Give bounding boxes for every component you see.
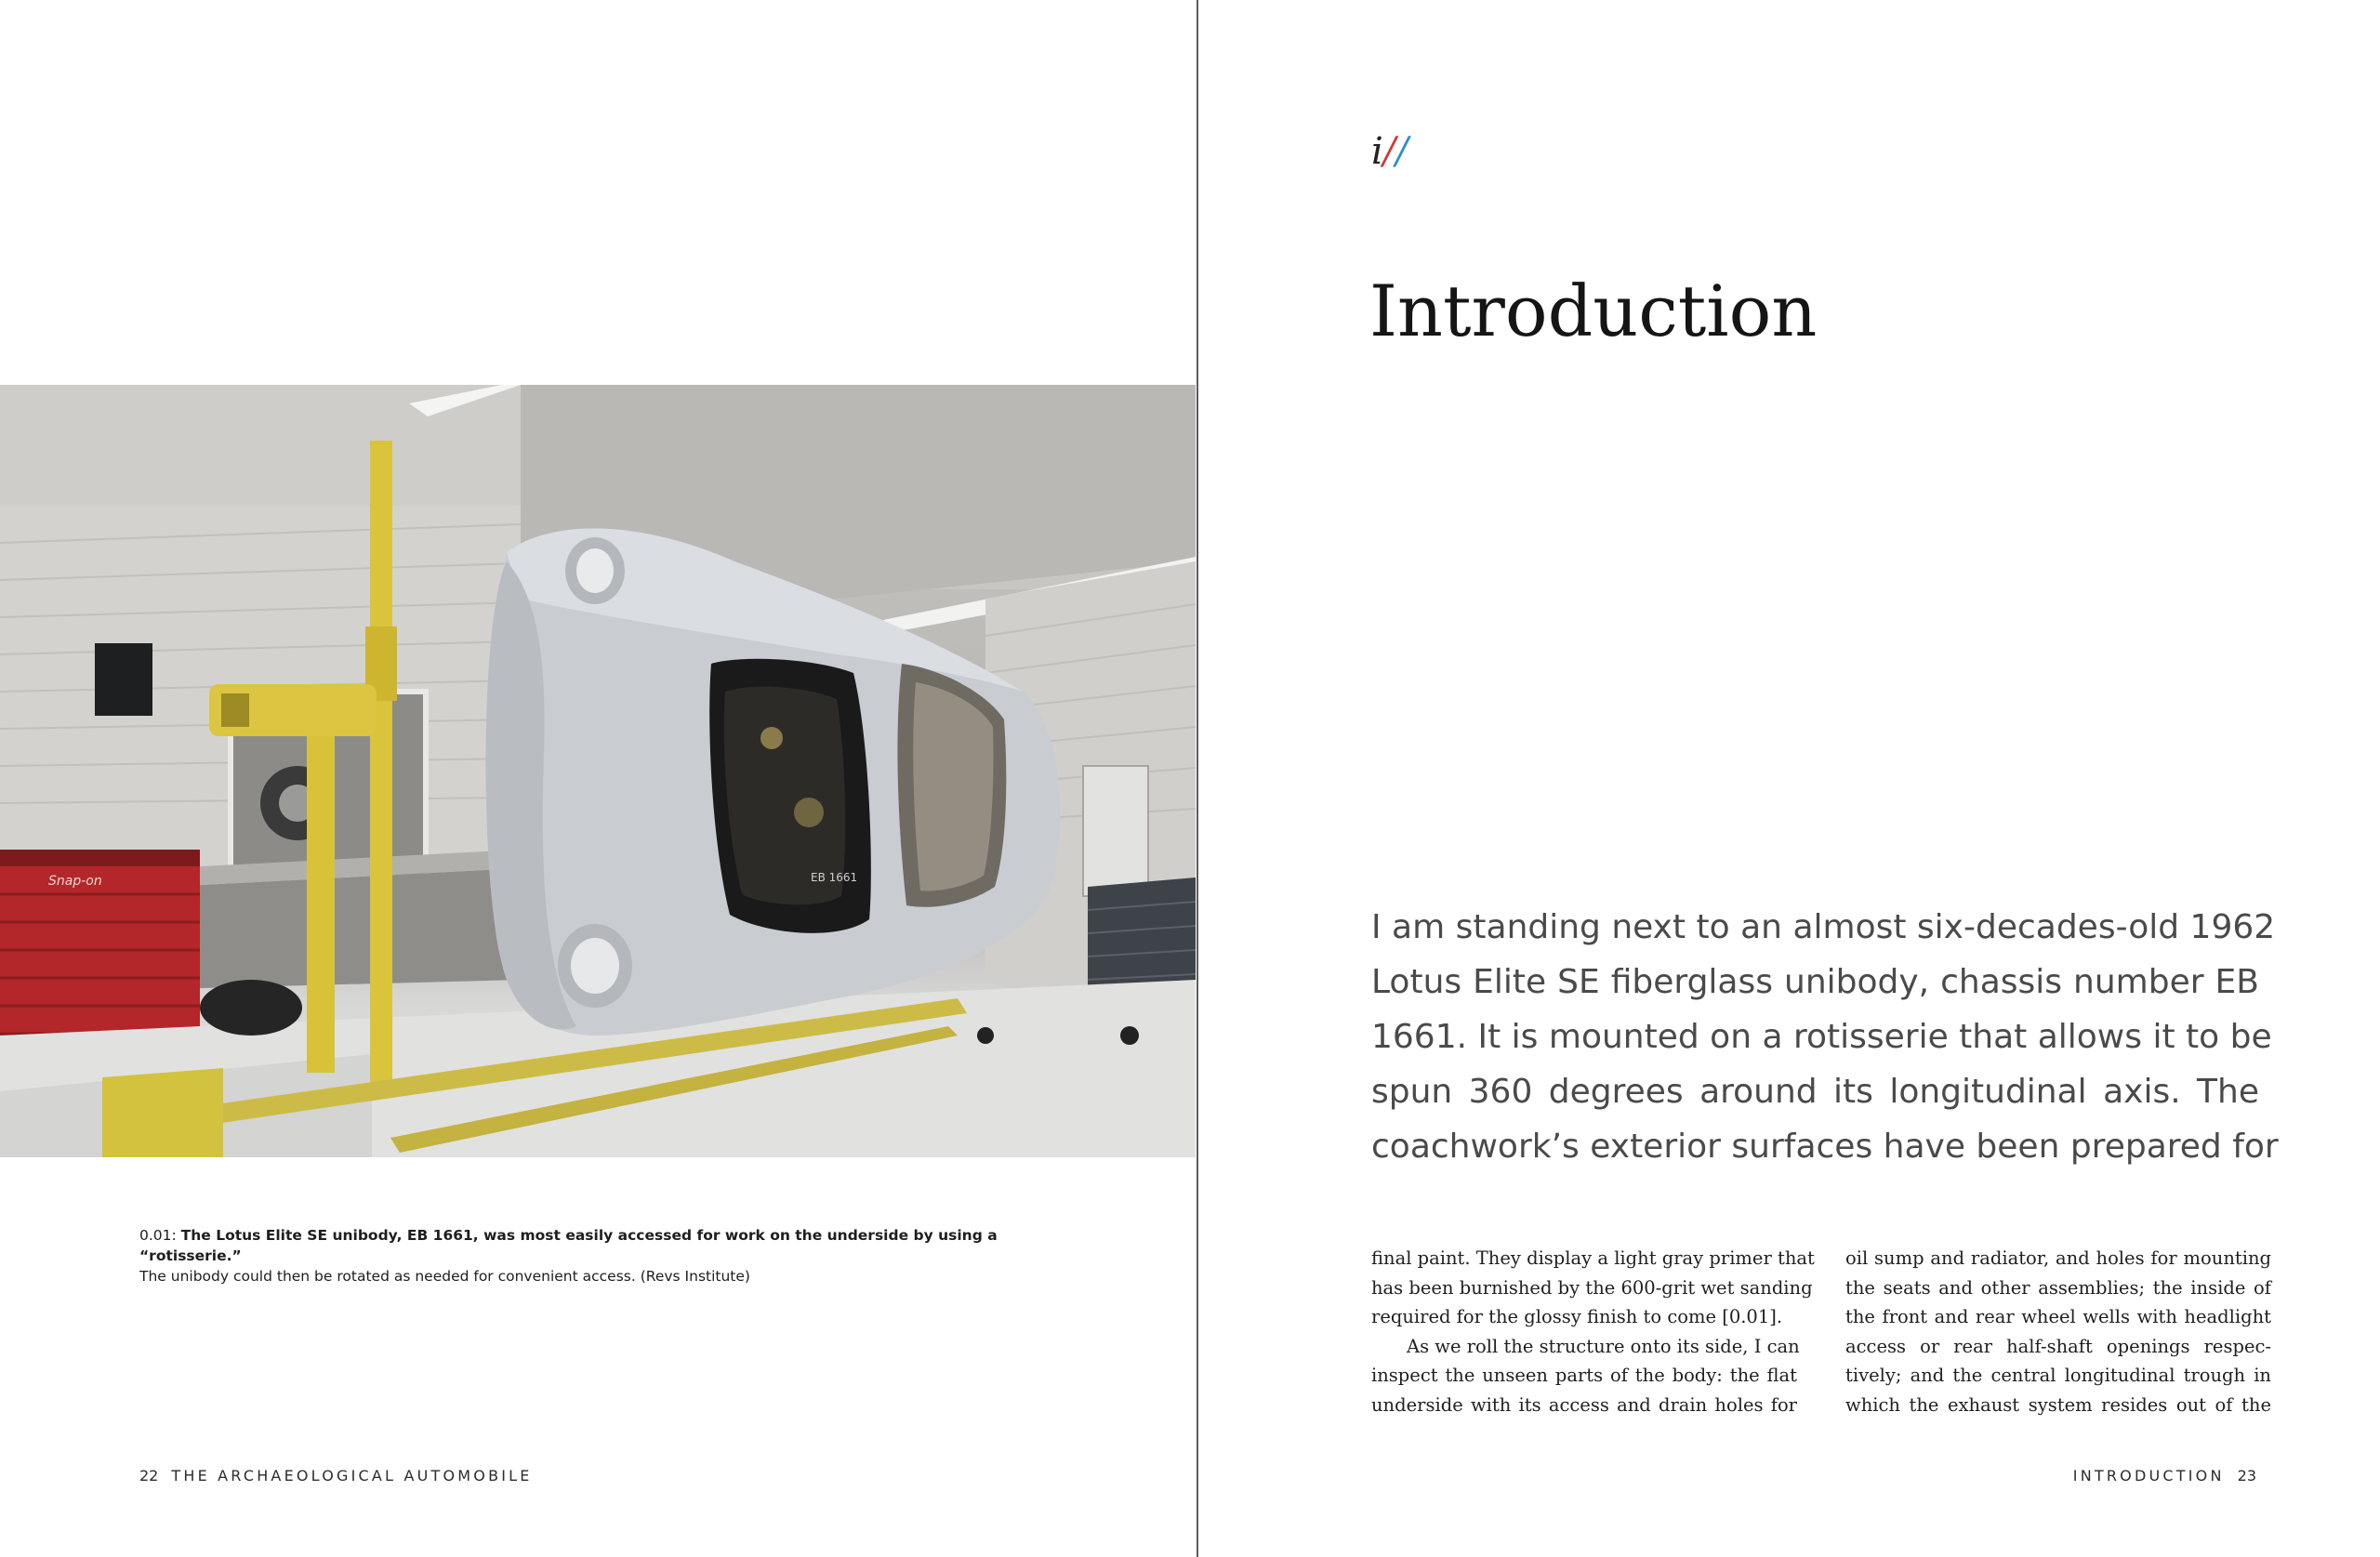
left-page-number: 22 [139, 1467, 159, 1484]
caption-bold-text: The Lotus Elite SE unibody, EB 1661, was most easily accessed for work on the underside by using a “rotisserie.” [139, 1227, 998, 1264]
body-line: tively; and the central longitudinal trough in [1845, 1365, 2271, 1386]
right-folio [2073, 1467, 2256, 1484]
lead-paragraph-line: coachwork’s exterior surfaces have been prepared for [1371, 1128, 2279, 1166]
body-line: required for the glossy finish to come [0.01]. [1371, 1306, 1783, 1327]
body-line: has been burnished by the 600-grit wet sanding [1371, 1276, 1813, 1299]
lead-paragraph-line: spun 360 degrees around its longitudinal axis. The [1371, 1073, 2259, 1111]
body-line: underside with its access and drain holes for [1371, 1393, 1797, 1416]
right-running-head: INTRODUCTION [2072, 1467, 2225, 1484]
svg-text:EB 1661: EB 1661 [811, 871, 858, 884]
left-running-head: THE ARCHAEOLOGICAL AUTOMOBILE [171, 1467, 533, 1484]
body-line: final paint. They display a light gray primer that [1371, 1247, 1815, 1269]
workshop-photo-illustration [0, 385, 1196, 1157]
body-line: access or rear half-shaft openings respec- [1845, 1335, 2271, 1357]
chapter-mark-slash-blue: / [1395, 130, 1408, 173]
body-line: As we roll the structure onto its side, I can [1407, 1335, 1800, 1357]
body-column-1 [1371, 1244, 1815, 1419]
lead-paragraph [1371, 900, 2279, 1174]
lead-paragraph-line: I am standing next to an almost six-decades-old 1962 [1371, 908, 2276, 946]
caption-line-1 [139, 1225, 1069, 1266]
figure-caption [139, 1225, 1069, 1287]
body-line: inspect the unseen parts of the body: the flat [1371, 1365, 1797, 1386]
svg-text:Snap-on: Snap-on [48, 874, 102, 889]
caption-number: 0.01: [139, 1227, 181, 1244]
lead-paragraph-line: Lotus Elite SE fiberglass unibody, chassis number EB [1371, 963, 2259, 1001]
chapter-title: Introduction [1369, 270, 1818, 352]
chapter-mark-letter: i [1371, 130, 1383, 173]
caption-line-2: The unibody could then be rotated as needed for convenient access. (Revs Institute) [139, 1268, 750, 1285]
body-line: the front and rear wheel wells with headlight [1845, 1306, 2271, 1327]
chapter-mark [1371, 128, 1408, 175]
workshop-photo [0, 385, 1196, 1157]
left-folio [139, 1467, 533, 1484]
body-column-2 [1845, 1244, 2271, 1419]
chapter-mark-slash-red: / [1382, 130, 1396, 173]
body-line: which the exhaust system resides out of the [1845, 1393, 2271, 1416]
right-page-number: 23 [2237, 1467, 2256, 1484]
lead-paragraph-line: 1661. It is mounted on a rotisserie that allows it to be [1371, 1018, 2272, 1056]
body-line: the seats and other assemblies; the inside of [1845, 1276, 2271, 1299]
right-page [1198, 0, 2380, 1557]
body-line: oil sump and radiator, and holes for mounting [1845, 1247, 2271, 1269]
